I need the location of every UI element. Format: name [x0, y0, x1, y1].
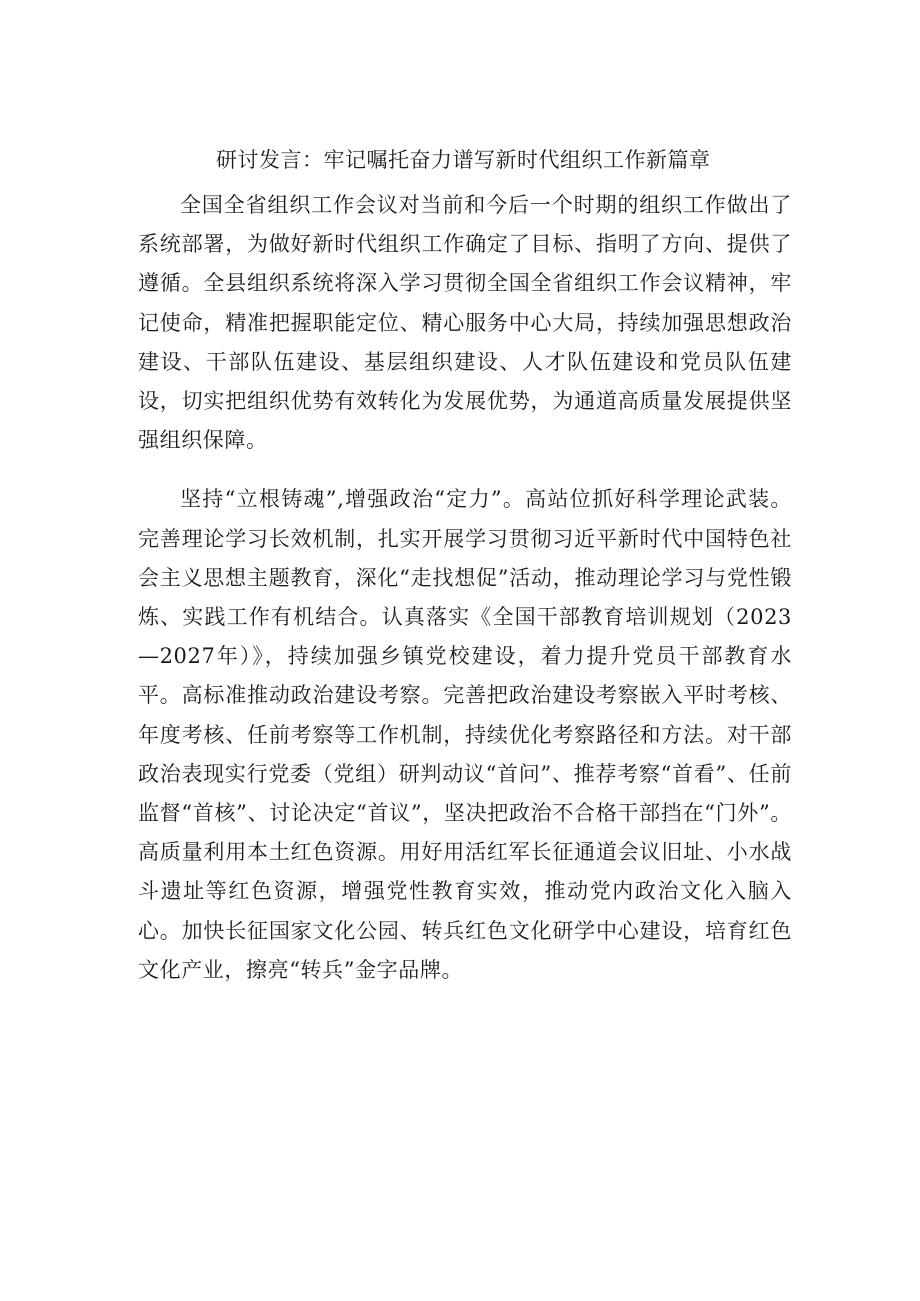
- body-paragraph-intro: 全国全省组织工作会议对当前和今后一个时期的组织工作做出了系统部署，为做好新时代组织工作确定了目标、指明了方向、提供了遵循。全县组织系统将深入学习贯彻全国全省组织工作会议精神，牢记使命，精准把握职能定位、精心服务中心大局，持续加强思想政治建设、干部队伍建设、基层组织建设、人才队伍建设和党员队伍建设，切实把组织优势有效转化为发展优势，为通道高质量发展提供坚强组织保障。: [138, 193, 792, 453]
- document-title: 研讨发言：牢记嘱托奋力谱写新时代组织工作新篇章: [216, 148, 711, 172]
- body-paragraph-political-soul: 坚持“立根铸魂”,增强政治“定力”。高站位抓好科学理论武装。完善理论学习长效机制，扎实开展学习贯彻习近平新时代中国特色社会主义思想主题教育，深化“走找想促”活动，推动理论学习与党性锻炼、实践工作有机结合。认真落实《全国干部教育培训规划（2023—2027年）》，持续加强乡镇党校建设，着力提升党员干部教育水平。高标准推动政治建设考察。完善把政治建设考察嵌入平时考核、年度考核、任前考察等工作机制，持续优化考察路径和方法。对干部政治表现实行党委（党组）研判动议“首问”、推荐考察“首看”、任前监督“首核”、讨论决定“首议”，坚决把政治不合格干部挡在“门外”。高质量利用本土红色资源。用好用活红军长征通道会议旧址、小水战斗遗址等红色资源，增强党性教育实效，推动党内政治文化入脑入心。加快长征国家文化公园、转兵红色文化研学中心建设，培育红色文化产业，擦亮“转兵”金字品牌。: [138, 487, 792, 982]
- document-page: [138, 140, 792, 990]
